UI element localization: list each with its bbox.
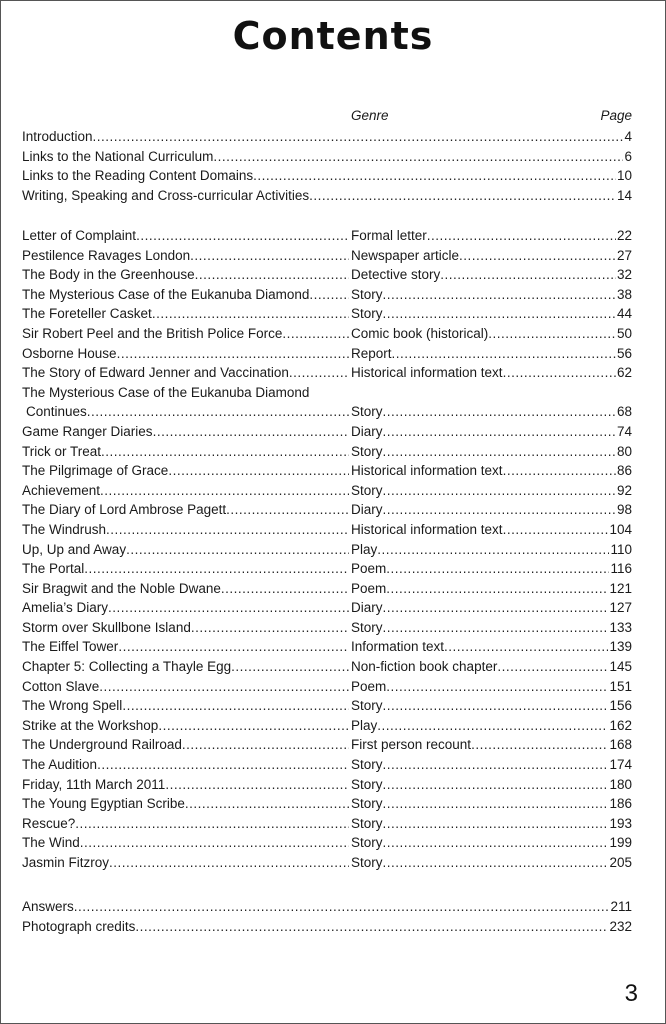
toc-entry: [22, 127, 632, 147]
toc-entry-genre-segment: [351, 677, 632, 697]
entry-genre: Diary: [351, 422, 383, 442]
toc-entry-title-segment: [22, 324, 349, 344]
entry-page: 139: [608, 637, 632, 657]
dot-leader: [126, 540, 349, 560]
dot-leader: [152, 304, 349, 324]
dot-leader: [87, 402, 349, 422]
entry-page: 6: [623, 147, 632, 167]
entry-title: Jasmin Fitzroy: [22, 853, 109, 873]
dot-leader: [221, 579, 349, 599]
entry-title: Pestilence Ravages London: [22, 246, 190, 266]
toc-entry-title-segment: [22, 226, 349, 246]
entry-page: 62: [616, 363, 632, 383]
entry-genre: Comic book (historical): [351, 324, 488, 344]
toc-entry-genre-segment: [351, 422, 632, 442]
toc-entry-title-segment: [22, 657, 349, 677]
dot-leader: [383, 598, 609, 618]
entry-page: 38: [616, 285, 632, 305]
dot-leader: [427, 226, 616, 246]
toc-entry-title-segment: [22, 696, 349, 716]
entry-genre: Poem: [351, 677, 386, 697]
entry-title: The Pilgrimage of Grace: [22, 461, 168, 481]
entry-genre: Play: [351, 540, 377, 560]
dot-leader: [383, 775, 609, 795]
dot-leader: [97, 755, 349, 775]
toc-entry-title-segment: [22, 285, 349, 305]
toc-entry-title-segment: [22, 833, 349, 853]
entry-genre: Historical information text: [351, 520, 503, 540]
toc-entry-title-segment: [22, 853, 349, 873]
entry-page: 116: [609, 559, 632, 579]
toc-entry-title-segment: [22, 677, 349, 697]
dot-leader: [74, 897, 610, 917]
dot-leader: [253, 166, 616, 186]
entry-genre: Story: [351, 755, 383, 775]
toc-entry-genre-segment: [351, 304, 632, 324]
entry-title: Introduction: [22, 127, 93, 147]
toc-entry-genre-segment: [351, 618, 632, 638]
toc-entry-title-line: [22, 383, 349, 403]
dot-leader: [383, 618, 609, 638]
toc-entry-genre-segment: [351, 853, 632, 873]
toc-entry-genre-segment: [351, 324, 632, 344]
entry-genre: Play: [351, 716, 377, 736]
entry-genre: Story: [351, 853, 383, 873]
toc-entry: [22, 814, 632, 834]
dot-leader: [383, 285, 616, 305]
dot-leader: [503, 363, 616, 383]
toc-entry-line: [22, 127, 632, 147]
entry-title: Osborne House: [22, 344, 117, 364]
entry-title: Links to the National Curriculum: [22, 147, 213, 167]
dot-leader: [503, 520, 609, 540]
toc-entry: [22, 755, 632, 775]
toc-entry-genre-segment: [351, 344, 632, 364]
entry-genre: Story: [351, 696, 383, 716]
entry-page: 156: [608, 696, 632, 716]
entry-page: 199: [608, 833, 632, 853]
toc-entry: [22, 304, 632, 324]
toc-entry-line: [22, 186, 632, 206]
toc-entry-title-segment: [22, 814, 349, 834]
dot-leader: [383, 814, 609, 834]
toc-entry-first-line: [22, 383, 632, 403]
entry-page: 50: [616, 324, 632, 344]
entry-genre: Diary: [351, 500, 383, 520]
entry-page: 98: [616, 500, 632, 520]
toc-entry-title-segment: [22, 363, 349, 383]
toc-entry-genre-segment: [351, 775, 632, 795]
toc-entry-genre-segment: [351, 285, 632, 305]
dot-leader: [386, 579, 608, 599]
toc-entry-genre-segment: [351, 363, 632, 383]
entry-page: 168: [608, 735, 632, 755]
toc-entry-genre-segment: [351, 265, 632, 285]
dot-leader: [100, 481, 349, 501]
dot-leader: [459, 246, 616, 266]
dot-leader: [165, 775, 349, 795]
toc-entry: [22, 442, 632, 462]
toc-entry-genre-segment: [351, 579, 632, 599]
dot-leader: [118, 637, 349, 657]
dot-leader: [168, 461, 349, 481]
entry-title: The Portal: [22, 559, 84, 579]
toc-entry-genre-segment: [351, 637, 632, 657]
entry-title: Chapter 5: Collecting a Thayle Egg: [22, 657, 231, 677]
toc-entry: [22, 285, 632, 305]
toc-entry-genre-segment: [351, 226, 632, 246]
toc-entry: [22, 363, 632, 383]
dot-leader: [158, 716, 349, 736]
entry-page: 180: [608, 775, 632, 795]
entry-genre: Information text: [351, 637, 444, 657]
toc-entry-title-segment: [22, 540, 349, 560]
intro-contents-list: [22, 127, 632, 205]
entry-page: 162: [608, 716, 632, 736]
entry-page: 4: [623, 127, 632, 147]
toc-entry: [22, 559, 632, 579]
toc-entry-genre-segment: [351, 246, 632, 266]
dot-leader: [386, 677, 608, 697]
entry-page: 193: [608, 814, 632, 834]
entry-title: Sir Robert Peel and the British Police Force: [22, 324, 282, 344]
entry-title: Up, Up and Away: [22, 540, 126, 560]
entry-title: Letter of Complaint: [22, 226, 136, 246]
dot-leader: [383, 755, 609, 775]
entry-genre: Story: [351, 833, 383, 853]
toc-entry: [22, 897, 632, 917]
dot-leader: [106, 520, 349, 540]
entry-page: 133: [608, 618, 632, 638]
dot-leader: [182, 735, 349, 755]
toc-entry-genre-segment: [351, 833, 632, 853]
toc-entry-genre-segment: [351, 481, 632, 501]
entry-title: Answers: [22, 897, 74, 917]
entry-title: The Eiffel Tower: [22, 637, 118, 657]
entry-page: 10: [616, 166, 632, 186]
entry-title: The Wrong Spell: [22, 696, 122, 716]
entry-title: Strike at the Workshop: [22, 716, 158, 736]
entry-genre: Poem: [351, 559, 386, 579]
toc-entry-title-segment: [22, 265, 349, 285]
toc-entry: [22, 637, 632, 657]
dot-leader: [383, 500, 616, 520]
entry-page: 92: [616, 481, 632, 501]
toc-entry: [22, 246, 632, 266]
toc-entry: [22, 716, 632, 736]
dot-leader: [190, 246, 349, 266]
dot-leader: [488, 324, 616, 344]
toc-entry-line: [22, 166, 632, 186]
toc-entry-title-segment: [22, 579, 349, 599]
dot-leader: [383, 794, 609, 814]
toc-entry: [22, 657, 632, 677]
entry-title: Writing, Speaking and Cross-curricular Activities: [22, 186, 309, 206]
entry-title: Links to the Reading Content Domains: [22, 166, 253, 186]
entry-title: The Windrush: [22, 520, 106, 540]
entry-title: The Body in the Greenhouse: [22, 265, 195, 285]
toc-entry-title-segment: [22, 618, 349, 638]
entry-page: 145: [608, 657, 632, 677]
toc-entry-title-segment: [22, 716, 349, 736]
toc-entry: [22, 226, 632, 246]
dot-leader: [383, 696, 609, 716]
toc-entry: [22, 265, 632, 285]
toc-entry-title-segment: [22, 775, 349, 795]
entry-title: Game Ranger Diaries: [22, 422, 153, 442]
toc-entry-title-segment: [22, 481, 349, 501]
toc-entry-genre-segment: [351, 540, 632, 560]
entry-page: 44: [616, 304, 632, 324]
dot-leader: [153, 422, 349, 442]
entry-page: 56: [616, 344, 632, 364]
toc-entry-genre-segment: [351, 755, 632, 775]
entry-title: The Wind: [22, 833, 80, 853]
toc-entry-title-segment: [22, 304, 349, 324]
dot-leader: [503, 461, 616, 481]
entry-page: 86: [616, 461, 632, 481]
toc-entry: [22, 853, 632, 873]
entry-page: 22: [616, 226, 632, 246]
entry-genre: Newspaper article: [351, 246, 459, 266]
dot-leader: [122, 696, 349, 716]
entry-page: 14: [616, 186, 632, 206]
dot-leader: [101, 442, 349, 462]
toc-entry-genre-segment: [351, 657, 632, 677]
entry-title: The Mysterious Case of the Eukanuba Diamond: [22, 285, 309, 305]
toc-entry-title-segment: [22, 422, 349, 442]
toc-entry-genre-segment: [351, 442, 632, 462]
entry-genre: Story: [351, 402, 383, 422]
toc-entry: [22, 500, 632, 520]
entry-genre: Story: [351, 304, 383, 324]
dot-leader: [377, 716, 608, 736]
dot-leader: [383, 304, 616, 324]
page-title: Contents: [232, 14, 434, 58]
dot-leader: [84, 559, 349, 579]
entry-page: 32: [616, 265, 632, 285]
entry-title: The Young Egyptian Scribe: [22, 794, 185, 814]
entry-genre: Historical information text: [351, 363, 503, 383]
entry-genre: Diary: [351, 598, 383, 618]
entry-genre: Formal letter: [351, 226, 427, 246]
toc-entry: [22, 775, 632, 795]
toc-entry: [22, 735, 632, 755]
toc-entry: [22, 579, 632, 599]
toc-entry: [22, 917, 632, 937]
toc-entry-title-segment: [22, 402, 349, 422]
end-contents-list: [22, 897, 632, 936]
entry-title: The Underground Railroad: [22, 735, 182, 755]
dot-leader: [392, 344, 616, 364]
dot-leader: [136, 226, 349, 246]
toc-entry-title-segment: [22, 794, 349, 814]
toc-entry: [22, 344, 632, 364]
toc-entry-title-segment: [22, 442, 349, 462]
dot-leader: [93, 127, 624, 147]
toc-entry-title-segment: [22, 344, 349, 364]
dot-leader: [109, 853, 349, 873]
genre-column-header: Genre: [351, 108, 389, 123]
entry-page: 151: [608, 677, 632, 697]
dot-leader: [185, 794, 349, 814]
toc-entry-title-segment: [22, 755, 349, 775]
toc-entry-genre-segment: [351, 696, 632, 716]
entry-page: 174: [608, 755, 632, 775]
entry-page: 74: [616, 422, 632, 442]
dot-leader: [289, 363, 349, 383]
toc-entry-line: [22, 897, 632, 917]
toc-entry: [22, 402, 632, 422]
toc-entry: [22, 186, 632, 206]
toc-entry: [22, 147, 632, 167]
entry-title: Trick or Treat: [22, 442, 101, 462]
entry-genre: Poem: [351, 579, 386, 599]
entry-genre: Detective story: [351, 265, 440, 285]
entry-title: The Story of Edward Jenner and Vaccination: [22, 363, 289, 383]
page-number: 3: [624, 980, 638, 1007]
toc-entry-genre-segment: [351, 794, 632, 814]
entry-title: Achievement: [22, 481, 100, 501]
dot-leader: [309, 285, 349, 305]
dot-leader: [108, 598, 349, 618]
toc-entry: [22, 794, 632, 814]
toc-entry-title-segment: [22, 559, 349, 579]
entry-genre: Non-fiction book chapter: [351, 657, 497, 677]
toc-entry: [22, 481, 632, 501]
dot-leader: [471, 735, 608, 755]
dot-leader: [99, 677, 349, 697]
toc-entry: [22, 540, 632, 560]
entry-page: 121: [608, 579, 632, 599]
toc-entry-genre-segment: [351, 520, 632, 540]
dot-leader: [282, 324, 349, 344]
entry-title: Amelia’s Diary: [22, 598, 108, 618]
dot-leader: [383, 442, 616, 462]
toc-entry: [22, 422, 632, 442]
toc-entry-line: [22, 917, 632, 937]
toc-entry: [22, 696, 632, 716]
entry-genre: Story: [351, 618, 383, 638]
entry-genre: Story: [351, 775, 383, 795]
dot-leader: [309, 186, 616, 206]
entry-page: 211: [609, 897, 632, 917]
entry-title: The Diary of Lord Ambrose Pagett: [22, 500, 226, 520]
entry-genre: Story: [351, 481, 383, 501]
dot-leader: [195, 265, 349, 285]
toc-entry: [22, 461, 632, 481]
story-contents-list: [22, 226, 632, 873]
entry-page: 104: [608, 520, 632, 540]
entry-page: 68: [616, 402, 632, 422]
toc-entry-title-segment: [22, 637, 349, 657]
entry-title: Storm over Skullbone Island: [22, 618, 191, 638]
toc-entry-line: [22, 147, 632, 167]
entry-page: 232: [608, 917, 632, 937]
dot-leader: [383, 833, 609, 853]
toc-entry-genre-segment: [351, 559, 632, 579]
dot-leader: [231, 657, 349, 677]
page-column-header: Page: [600, 108, 632, 123]
toc-entry-title-segment: [22, 520, 349, 540]
entry-title: The Audition: [22, 755, 97, 775]
dot-leader: [80, 833, 349, 853]
dot-leader: [377, 540, 609, 560]
entry-page: 127: [608, 598, 632, 618]
toc-entry-genre-segment: [351, 814, 632, 834]
entry-title: The Foreteller Casket: [22, 304, 152, 324]
toc-entry-genre-segment: [351, 402, 632, 422]
toc-entry-title-segment: [22, 246, 349, 266]
entry-page: 80: [616, 442, 632, 462]
toc-entry: [22, 166, 632, 186]
dot-leader: [75, 814, 349, 834]
dot-leader: [444, 637, 608, 657]
toc-entry-title-segment: [22, 500, 349, 520]
toc-entry: [22, 520, 632, 540]
dot-leader: [383, 481, 616, 501]
entry-title: Sir Bragwit and the Noble Dwane: [22, 579, 221, 599]
toc-entry-title-segment: [22, 735, 349, 755]
dot-leader: [386, 559, 609, 579]
entry-genre: Story: [351, 814, 383, 834]
toc-entry-title-segment: [22, 461, 349, 481]
toc-entry-genre-segment: [351, 461, 632, 481]
entry-page: 27: [616, 246, 632, 266]
entry-page: 110: [609, 540, 632, 560]
entry-genre: Story: [351, 442, 383, 462]
toc-entry: [22, 618, 632, 638]
entry-genre: First person recount: [351, 735, 471, 755]
entry-title: Friday, 11th March 2011: [22, 775, 165, 795]
dot-leader: [383, 422, 616, 442]
dot-leader: [226, 500, 349, 520]
entry-genre: Historical information text: [351, 461, 503, 481]
toc-entry-genre-segment: [351, 735, 632, 755]
entry-title-line1: The Mysterious Case of the Eukanuba Diamond: [22, 383, 309, 403]
entry-genre: Report: [351, 344, 392, 364]
dot-leader: [117, 344, 349, 364]
dot-leader: [213, 147, 623, 167]
toc-entry: [22, 598, 632, 618]
toc-entry-genre-segment: [351, 716, 632, 736]
toc-entry: [22, 677, 632, 697]
toc-entry-genre-segment: [351, 500, 632, 520]
dot-leader: [497, 657, 608, 677]
toc-entry-title-segment: [22, 598, 349, 618]
dot-leader: [135, 917, 608, 937]
entry-genre: Story: [351, 794, 383, 814]
dot-leader: [191, 618, 349, 638]
dot-leader: [440, 265, 616, 285]
entry-page: 186: [608, 794, 632, 814]
entry-genre: Story: [351, 285, 383, 305]
toc-entry-genre-segment: [351, 598, 632, 618]
toc-entry: [22, 833, 632, 853]
entry-title: Rescue?: [22, 814, 75, 834]
entry-title: Photograph credits: [22, 917, 135, 937]
toc-entry: [22, 324, 632, 344]
entry-title: Continues: [22, 402, 87, 422]
entry-page: 205: [608, 853, 632, 873]
entry-title: Cotton Slave: [22, 677, 99, 697]
dot-leader: [383, 853, 609, 873]
dot-leader: [383, 402, 616, 422]
